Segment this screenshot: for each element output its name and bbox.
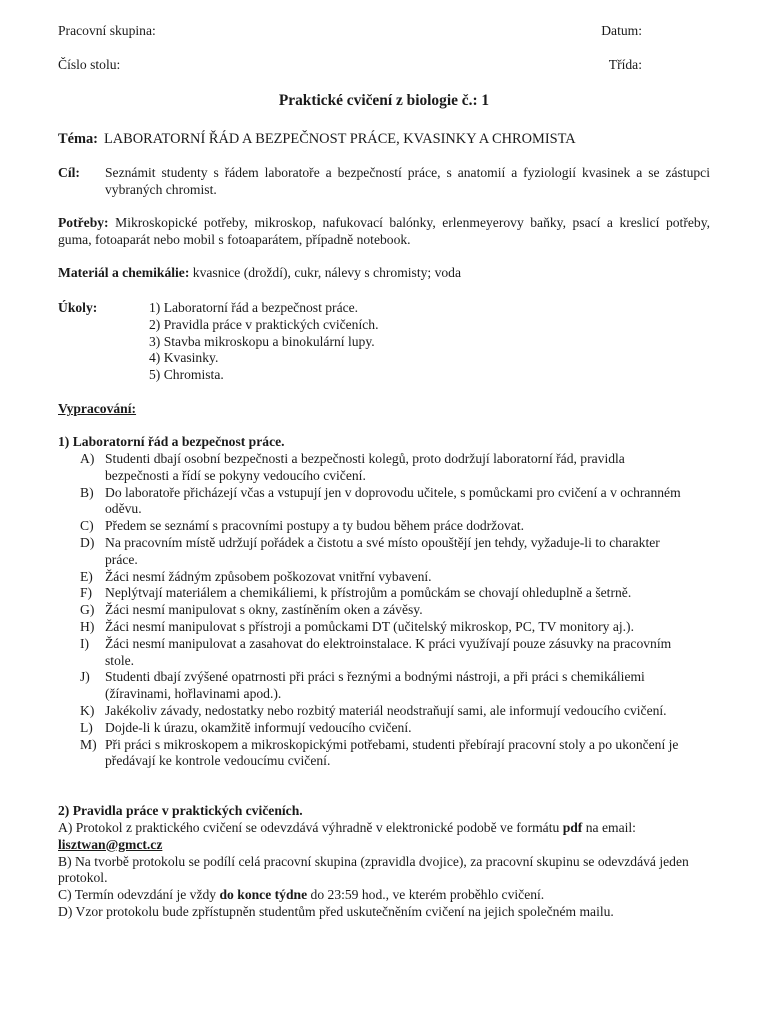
needs-text: Mikroskopické potřeby, mikroskop, nafukovací balónky, erlenmeyerovy baňky, psací a kreslicí potřeby, guma, fotoaparát nebo mobil s fotoaparátem, případně notebook. <box>58 215 710 247</box>
task-item: 3) Stavba mikroskopu a binokulární lupy. <box>149 333 375 349</box>
rule-letter: L) <box>80 719 93 735</box>
task-item: 1) Laboratorní řád a bezpečnost práce. <box>149 300 359 315</box>
header-row-1 <box>58 23 710 40</box>
protocol-rule-a-text: A) Protokol z praktického cvičení se odevzdává výhradně v elektronické podobě ve formátu <box>58 820 563 835</box>
rule-item <box>58 585 690 602</box>
rule-text: Dojde-li k úrazu, okamžitě informují vedoucího cvičení. <box>105 719 412 735</box>
materials-text: kvasnice (droždí), cukr, nálevy s chromisty; voda <box>192 265 462 280</box>
protocol-rule-b: B) Na tvorbě protokolu se podílí celá pracovní skupina (zpravidla dvojice), za pracovní skupinu se odevzdává jeden protokol. <box>58 853 689 886</box>
protocol-rule-c <box>58 887 698 904</box>
task-item: 2) Pravidla práce v praktických cvičeních. <box>149 316 379 332</box>
rule-item <box>58 703 690 720</box>
rule-text: Studenti dbají zvýšené opatrnosti při práci s řeznými a bodnými nástroji, a při práci s chemikáliemi (žíravinami, hořlavinami apod.). <box>105 669 645 702</box>
date-label: Datum: <box>601 23 642 38</box>
rule-item <box>58 569 690 586</box>
rule-item <box>58 720 690 737</box>
elaboration-heading: Vypracování: <box>58 401 137 416</box>
rule-letter: E) <box>80 568 93 584</box>
rule-item <box>58 451 690 485</box>
rule-letter: M) <box>80 736 97 752</box>
tasks-list <box>149 300 689 384</box>
lab-rules-list <box>58 451 710 770</box>
task-item: 4) Kvasinky. <box>149 350 219 366</box>
rule-item <box>58 485 690 519</box>
class-label: Třída: <box>608 57 642 72</box>
deadline-emphasis: do konce týdne <box>219 887 308 903</box>
rule-letter: A) <box>80 451 95 466</box>
email-link[interactable]: lisztwan@gmct.cz <box>58 836 163 852</box>
needs-label: Potřeby: <box>58 215 109 230</box>
rule-item <box>58 737 690 771</box>
rule-letter: D) <box>80 534 95 550</box>
rule-letter: J) <box>80 669 90 685</box>
rule-text: Žáci nesmí manipulovat s přístroji a pomůckami DT (učitelský mikroskop, PC, TV monitory aj.). <box>105 618 634 634</box>
rule-text: Žáci nesmí manipulovat s okny, zastíněním oken a závěsy. <box>105 602 423 618</box>
rule-letter: I) <box>80 635 90 651</box>
rule-letter: C) <box>80 518 94 534</box>
rule-text: Studenti dbají osobní bezpečnosti a bezpečnosti kolegů, proto dodržují laboratorní řád, pravidla bezpečnosti a řídí se pokyny vedoucího cvičení. <box>105 451 625 483</box>
rule-text: Jakékoliv závady, nedostatky nebo rozbitý materiál neodstraňují sami, ale informují vedoucího cvičení. <box>105 702 667 718</box>
page-title: Praktické cvičení z biologie č.: 1 <box>278 92 490 109</box>
rule-item <box>58 636 690 670</box>
table-number-label: Číslo stolu: <box>58 57 121 72</box>
rule-text: Na pracovním místě udržují pořádek a čistotu a své místo opouštějí jen tehdy, vyžaduje-li to charakter práce. <box>105 534 660 567</box>
rule-letter: K) <box>80 702 95 718</box>
rule-item <box>58 535 690 569</box>
goal-text: Seznámit studenty s řádem laboratoře a bezpečností práce, s anatomií a fyziologií kvasinek a se zástupci vybraných chromist. <box>105 165 710 197</box>
materials-label: Materiál a chemikálie: <box>58 265 190 280</box>
rule-item <box>58 669 690 703</box>
protocol-rule-c-text: C) Termín odevzdání je vždy <box>58 887 220 903</box>
rule-text: Při práci s mikroskopem a mikroskopickými potřebami, studenti přebírají pracovní stoly a po ukončení je předávají ke kontrole vedoucímu cvičení. <box>105 736 679 769</box>
rule-text: Neplýtvají materiálem a chemikáliemi, k přístrojům a pomůckám se chovají ohleduplně a šetrně. <box>105 585 632 601</box>
section1-title: 1) Laboratorní řád a bezpečnost práce. <box>58 434 285 449</box>
protocol-rule-a <box>58 820 698 854</box>
rule-letter: H) <box>80 618 95 634</box>
theme-line <box>58 131 710 148</box>
rule-text: Žáci nesmí žádným způsobem poškozovat vnitřní vybavení. <box>105 568 432 584</box>
protocol-rules-list <box>58 820 698 921</box>
worksheet-page <box>58 0 710 1024</box>
format-pdf: pdf <box>562 820 583 835</box>
rule-item <box>58 602 690 619</box>
rule-text: Předem se seznámí s pracovními postupy a ty budou během práce dodržovat. <box>105 518 525 534</box>
goal-label: Cíl: <box>58 165 80 180</box>
header-row-2 <box>58 57 710 74</box>
task-item: 5) Chromista. <box>149 367 224 383</box>
section2-title: 2) Pravidla práce v praktických cvičeních. <box>58 803 303 818</box>
protocol-rule-a-tail: na email: <box>582 820 636 835</box>
protocol-rule-c-tail: do 23:59 hod., ve kterém proběhlo cvičení. <box>307 887 545 903</box>
tasks-label: Úkoly: <box>58 300 98 315</box>
rule-item <box>58 619 690 636</box>
group-label: Pracovní skupina: <box>58 23 156 38</box>
materials-line <box>58 265 710 282</box>
rule-letter: B) <box>80 484 94 500</box>
theme-label: Téma: <box>58 131 98 147</box>
rule-text: Do laboratoře přicházejí včas a vstupují jen v doprovodu učitele, s pomůckami pro cvičení a v ochranném oděvu. <box>105 484 681 517</box>
rule-letter: F) <box>80 585 93 601</box>
protocol-rule-d: D) Vzor protokolu bude zpřístupněn studentům před uskutečněním cvičení na jejich společném mailu. <box>58 903 614 919</box>
needs-paragraph <box>58 215 710 249</box>
rule-text: Žáci nesmí manipulovat a zasahovat do elektroinstalace. K práci využívají pouze zásuvky na pracovním stole. <box>105 635 672 668</box>
theme-text: LABORATORNÍ ŘÁD A BEZPEČNOST PRÁCE, KVASINKY A CHROMISTA <box>103 131 576 147</box>
rule-letter: G) <box>80 602 95 618</box>
rule-item <box>58 518 690 535</box>
